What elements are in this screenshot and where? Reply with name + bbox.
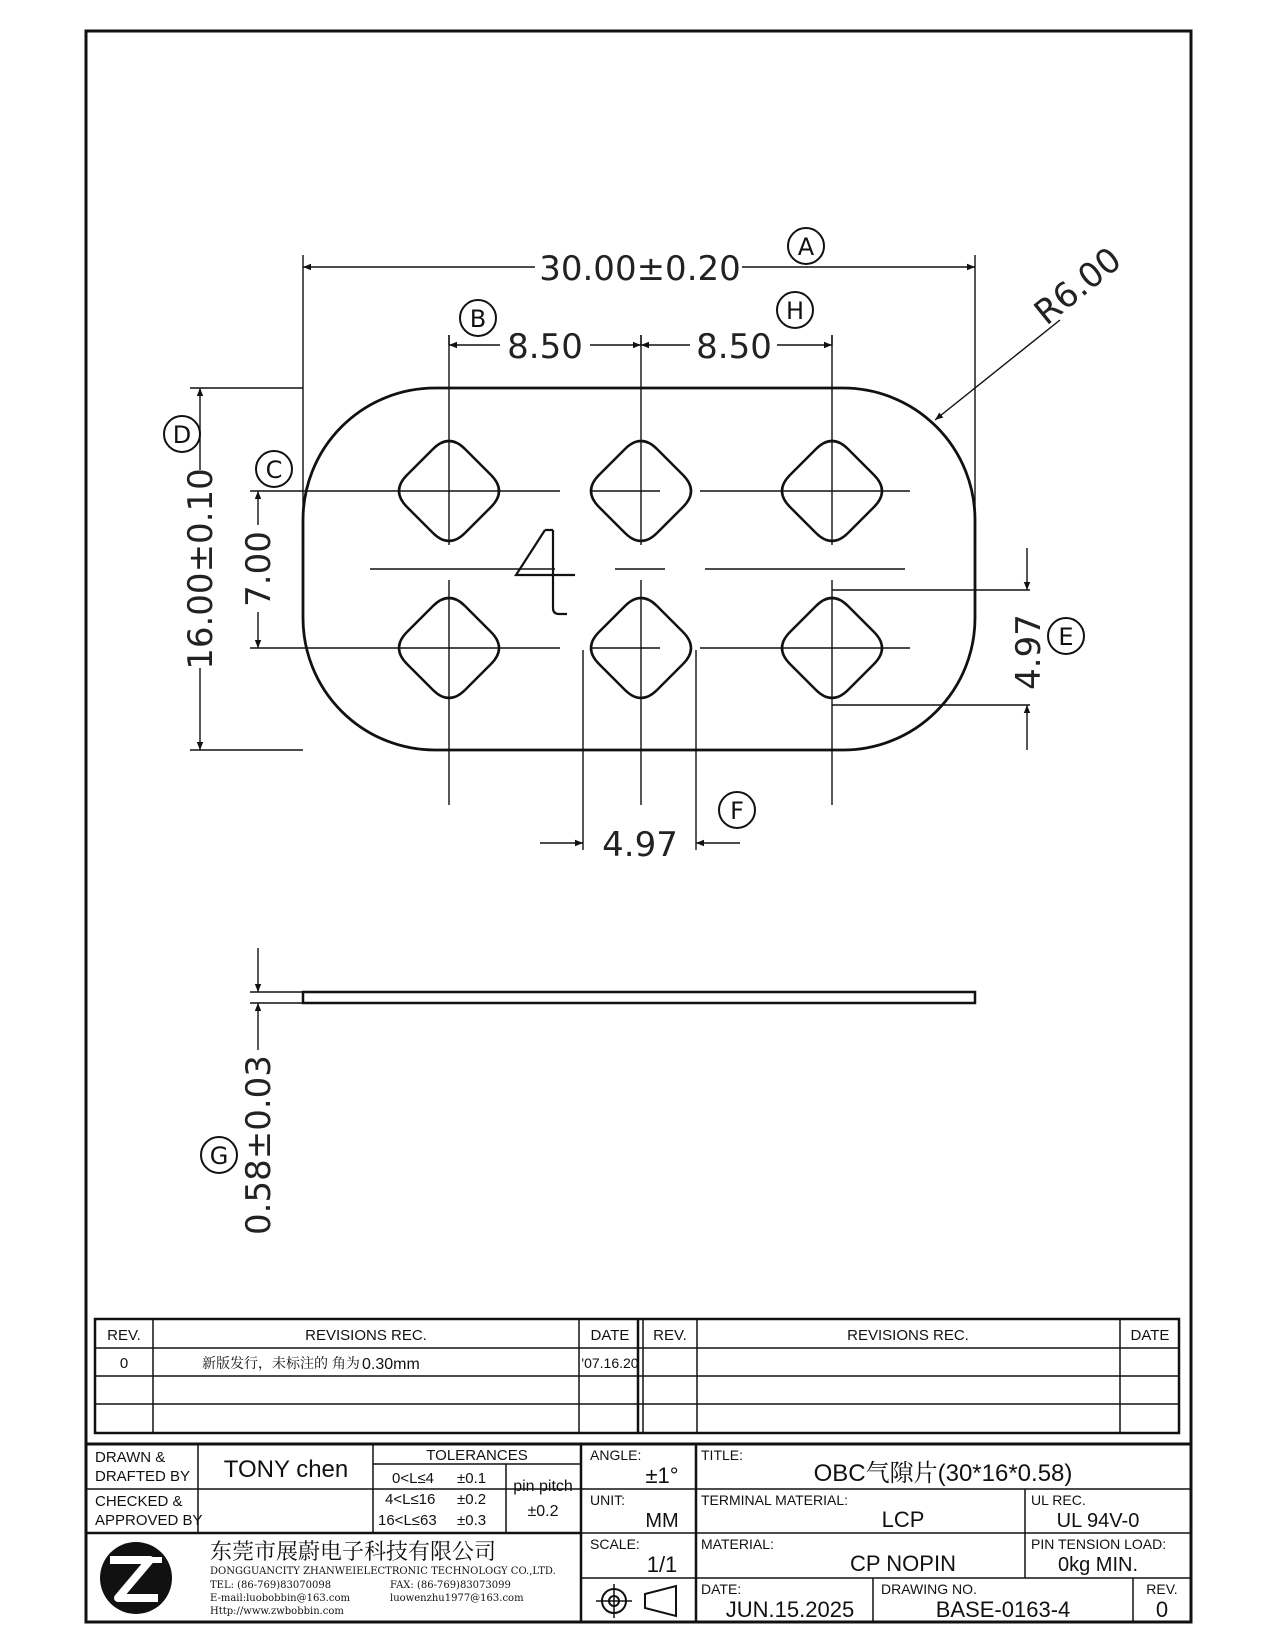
tol-range-3: 16<L≤63: [378, 1512, 437, 1529]
tol-value-3: ±0.3: [457, 1512, 487, 1529]
date-header-left: DATE: [590, 1327, 630, 1344]
material-label: MATERIAL:: [701, 1536, 774, 1552]
svg-text:G: G: [209, 1142, 229, 1170]
drawn-label-1: DRAWN &: [95, 1449, 166, 1466]
unit-value: MM: [645, 1510, 679, 1532]
plan-view: [303, 335, 975, 805]
tol-range-1: 0<L≤4: [392, 1470, 435, 1487]
terminal-material-label: TERMINAL MATERIAL:: [701, 1492, 849, 1508]
pin-pitch-tol: ±0.2: [527, 1503, 559, 1520]
revision-table: [95, 1319, 1179, 1433]
dim-pad-height: 4.97: [1009, 614, 1049, 690]
checked-label-2: APPROVED BY: [95, 1512, 203, 1529]
title-label: TITLE:: [701, 1447, 744, 1463]
revisions-rec-header-left: REVISIONS REC.: [305, 1327, 427, 1344]
dim-pitch-right: 8.50: [696, 327, 772, 367]
dim-overall-width: 30.00±0.20: [539, 249, 741, 289]
tolerances-header: TOLERANCES: [426, 1447, 528, 1464]
dim-row-pitch: 7.00: [239, 531, 279, 607]
callout-C: [256, 451, 292, 487]
revisions-rec-header-right: REVISIONS REC.: [847, 1327, 969, 1344]
company-email-2: luowenzhu1977@163.com: [390, 1593, 524, 1604]
part-mark-4: [516, 530, 575, 614]
ul-rec-label: UL REC.: [1031, 1492, 1086, 1508]
svg-text:A: A: [797, 233, 815, 261]
unit-label: UNIT:: [590, 1492, 625, 1508]
svg-text:B: B: [469, 305, 487, 333]
rev-label: REV.: [1146, 1581, 1178, 1597]
scale-value: 1/1: [646, 1552, 678, 1577]
dim-overall-height: 16.00±0.10: [181, 468, 221, 670]
rev-value: 0: [1155, 1597, 1169, 1622]
drawn-label-2: DRAFTED BY: [95, 1468, 191, 1485]
callout-D: [164, 416, 200, 452]
dim-pad-width: 4.97: [602, 825, 678, 865]
date-value: JUN.15.2025: [725, 1597, 855, 1622]
svg-text:F: F: [730, 797, 744, 825]
drawing-no-value: BASE-0163-4: [935, 1597, 1071, 1622]
company-name-cn: 东莞市展蔚电子科技有限公司: [210, 1539, 497, 1564]
company-logo: [100, 1542, 172, 1614]
checked-label-1: CHECKED &: [95, 1493, 183, 1510]
company-web: Http://www.zwbobbin.com: [210, 1606, 344, 1617]
terminal-material-value: LCP: [881, 1507, 925, 1532]
ul-rec-value: UL 94V-0: [1056, 1510, 1140, 1532]
center-lines: [350, 335, 910, 805]
callout-B: [460, 300, 496, 336]
company-email: E-mail:luobobbin@163.com: [210, 1593, 350, 1604]
material-value: CP NOPIN: [850, 1551, 956, 1576]
dim-thickness: 0.58±0.03: [239, 1055, 279, 1235]
drawn-by-value: TONY chen: [223, 1456, 349, 1483]
company-name-en: DONGGUANCITY ZHANWEIELECTRONIC TECHNOLOGY CO.,LTD.: [210, 1566, 556, 1577]
angle-value: ±1°: [645, 1463, 679, 1488]
svg-text:D: D: [172, 421, 192, 449]
date-header-right: DATE: [1130, 1327, 1170, 1344]
tol-value-1: ±0.1: [457, 1470, 487, 1487]
date-label: DATE:: [701, 1581, 742, 1597]
pin-tension-label: PIN TENSION LOAD:: [1031, 1536, 1167, 1552]
rev-header-left: REV.: [107, 1327, 141, 1344]
svg-text:H: H: [785, 297, 805, 325]
tol-range-2: 4<L≤16: [385, 1491, 436, 1508]
callout-H: [777, 292, 813, 328]
angle-label: ANGLE:: [590, 1447, 642, 1463]
callout-F: [719, 792, 755, 828]
dim-radius: R6.00: [1026, 239, 1130, 334]
dim-pitch-left: 8.50: [507, 327, 583, 367]
svg-text:C: C: [265, 456, 283, 484]
svg-text:E: E: [1058, 623, 1074, 651]
dimension-lines: [190, 255, 1060, 1050]
drawing-no-label: DRAWING NO.: [881, 1581, 977, 1597]
title-value: OBC气隙片(30*16*0.58): [813, 1460, 1073, 1487]
pin-tension-value: 0kg MIN.: [1057, 1554, 1139, 1576]
revision-row-value: 0.30mm: [362, 1356, 420, 1373]
pin-pitch-label: pin pitch: [513, 1478, 573, 1495]
callout-G: [201, 1137, 237, 1173]
callout-A: [788, 228, 824, 264]
rev-header-right: REV.: [653, 1327, 687, 1344]
scale-label: SCALE:: [590, 1536, 640, 1552]
callout-E: [1048, 618, 1084, 654]
revision-row-rec: 新版发行，未标注的 角为: [202, 1355, 360, 1371]
tol-value-2: ±0.2: [457, 1491, 487, 1508]
revision-row-rev: 0: [119, 1355, 129, 1372]
revision-row-date: '07.16.20: [581, 1355, 639, 1371]
side-view-plate: [303, 992, 975, 1003]
company-fax: FAX: (86-769)83073099: [390, 1580, 511, 1591]
company-tel: TEL: (86-769)83070098: [210, 1580, 332, 1591]
